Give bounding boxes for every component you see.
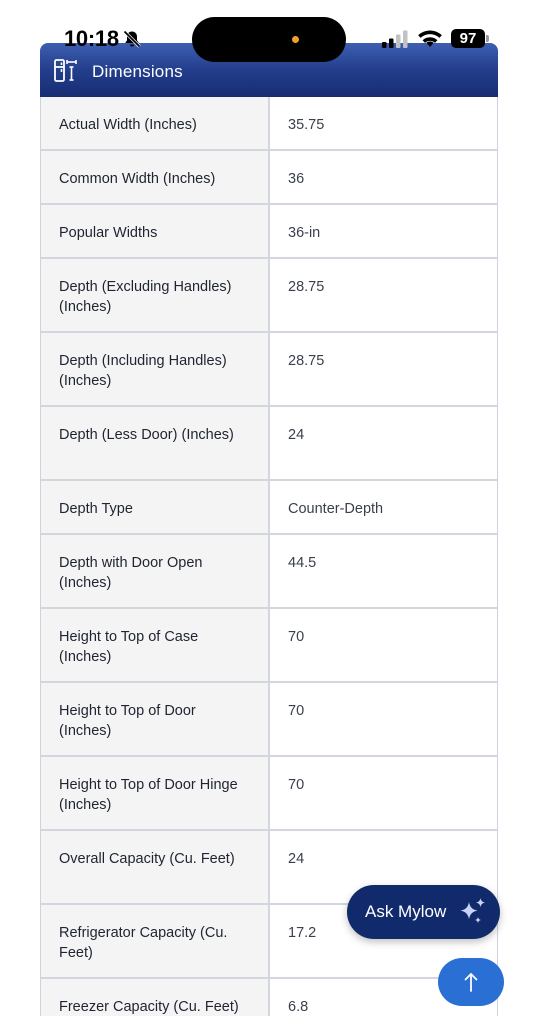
spec-value: 36	[270, 151, 497, 203]
spec-value: 70	[270, 757, 497, 829]
spec-value: 44.5	[270, 535, 497, 607]
scroll-to-top-button[interactable]	[438, 958, 504, 1006]
island-indicator-dot	[292, 36, 299, 43]
spec-label: Depth Type	[41, 481, 270, 533]
bell-slash-icon	[122, 29, 142, 49]
spec-value: 6.8	[270, 979, 497, 1020]
table-row	[41, 97, 497, 151]
spec-label: Overall Capacity (Cu. Feet)	[41, 831, 270, 903]
spec-label: Depth (Less Door) (Inches)	[41, 407, 270, 479]
spec-value: Counter-Depth	[270, 481, 497, 533]
arrow-up-icon	[462, 971, 480, 993]
table-row	[41, 407, 497, 481]
bottom-edge	[0, 1016, 538, 1020]
dimensions-icon	[52, 58, 78, 84]
section-title: Dimensions	[92, 62, 183, 81]
spec-label: Height to Top of Door (Inches)	[41, 683, 270, 755]
table-row	[41, 205, 497, 259]
spec-label: Refrigerator Capacity (Cu. Feet)	[41, 905, 270, 977]
status-bar	[0, 0, 538, 50]
spec-label: Actual Width (Inches)	[41, 97, 270, 149]
table-row	[41, 979, 497, 1020]
spec-label: Height to Top of Case (Inches)	[41, 609, 270, 681]
table-row	[41, 333, 497, 407]
status-time: 10:18	[64, 26, 119, 51]
dimensions-table	[40, 97, 498, 1020]
spec-label: Depth with Door Open (Inches)	[41, 535, 270, 607]
wifi-icon	[417, 28, 443, 48]
table-row	[41, 757, 497, 831]
table-row	[41, 683, 497, 757]
spec-value: 70	[270, 609, 497, 681]
spec-label: Common Width (Inches)	[41, 151, 270, 203]
spec-label: Depth (Excluding Handles) (Inches)	[41, 259, 270, 331]
table-row	[41, 151, 497, 205]
sparkle-icon	[456, 896, 488, 928]
table-row	[41, 535, 497, 609]
signal-icon	[382, 30, 408, 48]
battery-nub	[486, 35, 489, 42]
spec-value: 28.75	[270, 259, 497, 331]
table-row	[41, 609, 497, 683]
spec-value: 24	[270, 831, 497, 903]
spec-value: 36-in	[270, 205, 497, 257]
dynamic-island	[192, 17, 346, 62]
table-row	[41, 481, 497, 535]
spec-label: Popular Widths	[41, 205, 270, 257]
ask-mylow-label: Ask Mylow	[365, 902, 447, 921]
spec-label: Height to Top of Door Hinge (Inches)	[41, 757, 270, 829]
spec-value: 70	[270, 683, 497, 755]
battery-icon: 97	[451, 29, 485, 48]
ask-mylow-button[interactable]	[347, 885, 500, 939]
spec-value: 24	[270, 407, 497, 479]
spec-value: 28.75	[270, 333, 497, 405]
spec-value: 17.2	[270, 905, 497, 977]
spec-value: 35.75	[270, 97, 497, 149]
table-row	[41, 259, 497, 333]
spec-label: Freezer Capacity (Cu. Feet)	[41, 979, 270, 1020]
spec-label: Depth (Including Handles) (Inches)	[41, 333, 270, 405]
